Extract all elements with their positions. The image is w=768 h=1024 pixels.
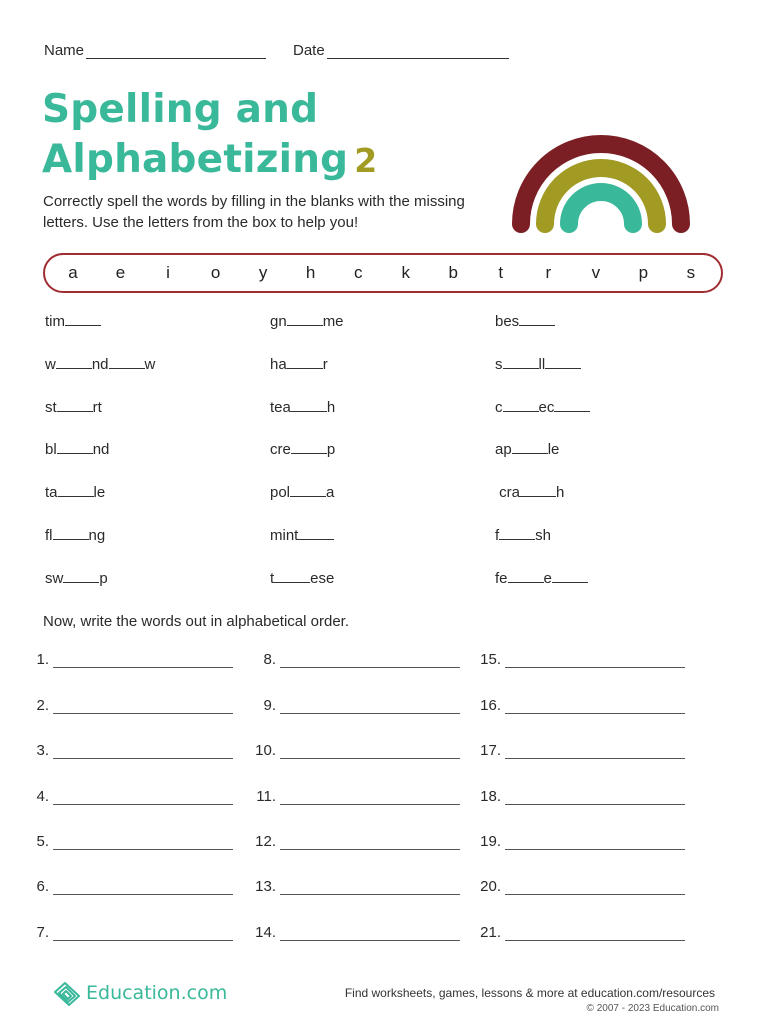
- letter-blank[interactable]: [291, 400, 327, 412]
- answer-row[interactable]: [473, 924, 685, 941]
- spelling-word[interactable]: [270, 484, 334, 501]
- date-input-line[interactable]: [327, 45, 509, 59]
- answer-line[interactable]: [53, 745, 233, 759]
- answer-number: 4.: [36, 788, 49, 805]
- footer-copyright: © 2007 - 2023 Education.com: [586, 1003, 719, 1014]
- letter-blank[interactable]: [274, 571, 310, 583]
- letter-s: s: [686, 263, 696, 282]
- answer-number: 21.: [480, 924, 501, 941]
- letter-o: o: [210, 263, 221, 282]
- letter-blank[interactable]: [519, 314, 555, 326]
- word-fragment: p: [99, 570, 108, 587]
- word-fragment: h: [556, 484, 565, 501]
- letter-r: r: [545, 263, 552, 282]
- word-fragment: rt: [92, 399, 102, 416]
- word-fragment: fe: [495, 570, 508, 587]
- answer-row[interactable]: [473, 788, 685, 805]
- word-fragment: ll: [538, 356, 546, 373]
- answer-number: 10.: [255, 742, 276, 759]
- word-fragment: nd: [92, 441, 110, 458]
- spelling-word[interactable]: [495, 570, 588, 587]
- answer-line[interactable]: [505, 654, 685, 668]
- answer-row[interactable]: [248, 833, 460, 850]
- answer-number: 16.: [480, 697, 501, 714]
- letter-blank[interactable]: [63, 571, 99, 583]
- spelling-word[interactable]: [270, 441, 335, 458]
- answer-line[interactable]: [505, 745, 685, 759]
- name-label: Name: [44, 42, 85, 59]
- answer-row[interactable]: [21, 878, 233, 895]
- word-fragment: e: [543, 570, 552, 587]
- letter-p: p: [638, 263, 649, 282]
- word-fragment: c: [495, 399, 503, 416]
- letter-blank[interactable]: [56, 357, 92, 369]
- answer-row[interactable]: [473, 742, 685, 759]
- answer-number: 14.: [255, 924, 276, 941]
- spelling-word[interactable]: [45, 441, 109, 458]
- answer-line[interactable]: [280, 700, 460, 714]
- answer-number: 1.: [36, 651, 49, 668]
- spelling-word[interactable]: [270, 527, 334, 544]
- answer-line[interactable]: [280, 654, 460, 668]
- word-fragment: gn: [270, 313, 287, 330]
- answer-line[interactable]: [280, 881, 460, 895]
- footer-logo: [52, 980, 227, 1006]
- answer-line[interactable]: [280, 745, 460, 759]
- letter-e: e: [115, 263, 126, 282]
- letter-blank[interactable]: [503, 400, 539, 412]
- answer-line[interactable]: [53, 927, 233, 941]
- letter-k: k: [401, 263, 410, 282]
- answer-number: 2.: [36, 697, 49, 714]
- word-fragment: ap: [495, 441, 512, 458]
- answer-number: 12.: [255, 833, 276, 850]
- word-fragment: tim: [45, 313, 65, 330]
- answer-number: 6.: [36, 878, 49, 895]
- title-line-1: Spelling and: [42, 87, 319, 132]
- answer-line[interactable]: [53, 791, 233, 805]
- letter-v: v: [591, 263, 601, 282]
- answer-row[interactable]: [21, 742, 233, 759]
- answer-number: 9.: [263, 697, 276, 714]
- letter-b: b: [448, 263, 458, 282]
- word-fragment: pol: [270, 484, 291, 501]
- word-fragment: bes: [495, 313, 520, 330]
- letter-blank[interactable]: [290, 485, 326, 497]
- spelling-word[interactable]: [495, 356, 581, 373]
- letter-blank[interactable]: [53, 528, 89, 540]
- title-number: 2: [354, 141, 378, 180]
- word-fragment: nd: [91, 356, 109, 373]
- spelling-word[interactable]: [495, 441, 559, 458]
- word-fragment: le: [93, 484, 106, 501]
- answer-line[interactable]: [53, 881, 233, 895]
- word-fragment: ta: [45, 484, 58, 501]
- answer-line[interactable]: [505, 881, 685, 895]
- answer-number: 13.: [255, 878, 276, 895]
- answer-row[interactable]: [21, 697, 233, 714]
- title-line-2: [42, 137, 378, 182]
- alphabetical-instructions: Now, write the words out in alphabetical order.: [43, 613, 349, 630]
- answer-line[interactable]: [53, 836, 233, 850]
- answer-row[interactable]: [248, 878, 460, 895]
- footer-logo-text: Education.com: [86, 982, 228, 1004]
- word-fragment: w: [45, 356, 56, 373]
- letter-blank[interactable]: [109, 357, 145, 369]
- letter-blank[interactable]: [287, 314, 323, 326]
- answer-number: 11.: [256, 788, 276, 805]
- word-fragment: cra: [495, 484, 521, 501]
- word-fragment: cre: [270, 441, 291, 458]
- word-fragment: bl: [45, 441, 57, 458]
- answer-number: 7.: [36, 924, 49, 941]
- answer-row[interactable]: [473, 833, 685, 850]
- spelling-word[interactable]: [45, 570, 108, 587]
- answer-number: 5.: [36, 833, 49, 850]
- answer-row[interactable]: [21, 924, 233, 941]
- word-fragment: mint: [270, 527, 299, 544]
- letter-i: i: [166, 263, 170, 282]
- name-input-line[interactable]: [86, 45, 266, 59]
- spelling-word[interactable]: [45, 356, 155, 373]
- word-fragment: ese: [310, 570, 335, 587]
- letter-blank[interactable]: [65, 314, 101, 326]
- letter-blank[interactable]: [512, 442, 548, 454]
- spelling-word[interactable]: [45, 484, 105, 501]
- letter-a: a: [68, 263, 78, 282]
- letter-y: y: [258, 263, 268, 282]
- word-fragment: ec: [538, 399, 555, 416]
- answer-number: 15.: [480, 651, 501, 668]
- answer-row[interactable]: [21, 833, 233, 850]
- spelling-word[interactable]: [495, 484, 564, 501]
- letter-blank[interactable]: [291, 442, 327, 454]
- date-field[interactable]: [293, 42, 509, 59]
- answer-line[interactable]: [53, 654, 233, 668]
- answer-line[interactable]: [505, 700, 685, 714]
- spelling-word[interactable]: [45, 527, 105, 544]
- letter-blank[interactable]: [57, 400, 93, 412]
- date-label: Date: [293, 42, 325, 59]
- answer-row[interactable]: [248, 742, 460, 759]
- word-fragment: h: [326, 399, 336, 416]
- letter-blank[interactable]: [520, 485, 556, 497]
- spelling-word[interactable]: [270, 313, 344, 330]
- word-fragment: p: [326, 441, 336, 458]
- spelling-word[interactable]: [270, 399, 335, 416]
- instructions: Correctly spell the words by filling in the blanks with the missing letters. Use the letters from the box to help you!: [43, 193, 465, 231]
- letter-blank[interactable]: [58, 485, 94, 497]
- answer-row[interactable]: [21, 788, 233, 805]
- spelling-word[interactable]: [45, 399, 102, 416]
- answer-row[interactable]: [473, 651, 685, 668]
- letter-blank[interactable]: [298, 528, 334, 540]
- rainbow-inner-arc: [569, 192, 633, 224]
- letter-blank[interactable]: [508, 571, 544, 583]
- letter-c: c: [353, 263, 363, 282]
- spelling-word[interactable]: [270, 570, 334, 587]
- letter-blank[interactable]: [554, 400, 590, 412]
- letter-blank[interactable]: [499, 528, 535, 540]
- answer-row[interactable]: [21, 651, 233, 668]
- letter-blank[interactable]: [287, 357, 323, 369]
- word-fragment: a: [326, 484, 335, 501]
- word-fragment: r: [322, 356, 328, 373]
- title-text: Alphabetizing: [42, 137, 349, 182]
- answer-line[interactable]: [505, 791, 685, 805]
- answer-line[interactable]: [53, 700, 233, 714]
- answer-number: 20.: [480, 878, 501, 895]
- letter-blank[interactable]: [545, 357, 581, 369]
- answer-row[interactable]: [473, 878, 685, 895]
- word-fragment: ng: [88, 527, 106, 544]
- word-fragment: ha: [270, 356, 287, 373]
- rainbow-illustration: [508, 116, 694, 238]
- footer-find-text[interactable]: Find worksheets, games, lessons & more at education.com/resources: [344, 986, 715, 1000]
- answer-line[interactable]: [280, 791, 460, 805]
- spelling-word[interactable]: [270, 356, 328, 373]
- word-fragment: tea: [270, 399, 291, 416]
- answer-row[interactable]: [248, 651, 460, 668]
- letter-blank[interactable]: [552, 571, 588, 583]
- answer-row[interactable]: [473, 697, 685, 714]
- answer-number: 17.: [480, 742, 501, 759]
- answer-row[interactable]: [248, 924, 460, 941]
- education-logo-icon: [52, 980, 82, 1006]
- word-fragment: s: [495, 356, 503, 373]
- letter-blank[interactable]: [57, 442, 93, 454]
- word-fragment: me: [322, 313, 344, 330]
- letter-box: [43, 253, 723, 293]
- spelling-word[interactable]: [495, 313, 555, 330]
- spelling-word[interactable]: [495, 399, 590, 416]
- answer-row[interactable]: [248, 697, 460, 714]
- word-fragment: le: [547, 441, 560, 458]
- answer-number: 19.: [480, 833, 501, 850]
- word-fragment: st: [45, 399, 57, 416]
- spelling-word[interactable]: [45, 313, 101, 330]
- letter-h: h: [305, 263, 316, 282]
- answer-number: 18.: [480, 788, 501, 805]
- word-fragment: sw: [45, 570, 64, 587]
- word-fragment: sh: [535, 527, 552, 544]
- answer-number: 3.: [36, 742, 49, 759]
- answer-line[interactable]: [505, 927, 685, 941]
- answer-line[interactable]: [280, 836, 460, 850]
- word-fragment: t: [270, 570, 275, 587]
- word-fragment: f: [495, 527, 500, 544]
- word-fragment: w: [144, 356, 156, 373]
- answer-number: 8.: [263, 651, 276, 668]
- answer-row[interactable]: [248, 788, 460, 805]
- letter-blank[interactable]: [503, 357, 539, 369]
- name-field[interactable]: [44, 42, 266, 59]
- spelling-word[interactable]: [495, 527, 551, 544]
- letter-t: t: [498, 263, 504, 282]
- answer-line[interactable]: [505, 836, 685, 850]
- word-fragment: fl: [45, 527, 53, 544]
- answer-line[interactable]: [280, 927, 460, 941]
